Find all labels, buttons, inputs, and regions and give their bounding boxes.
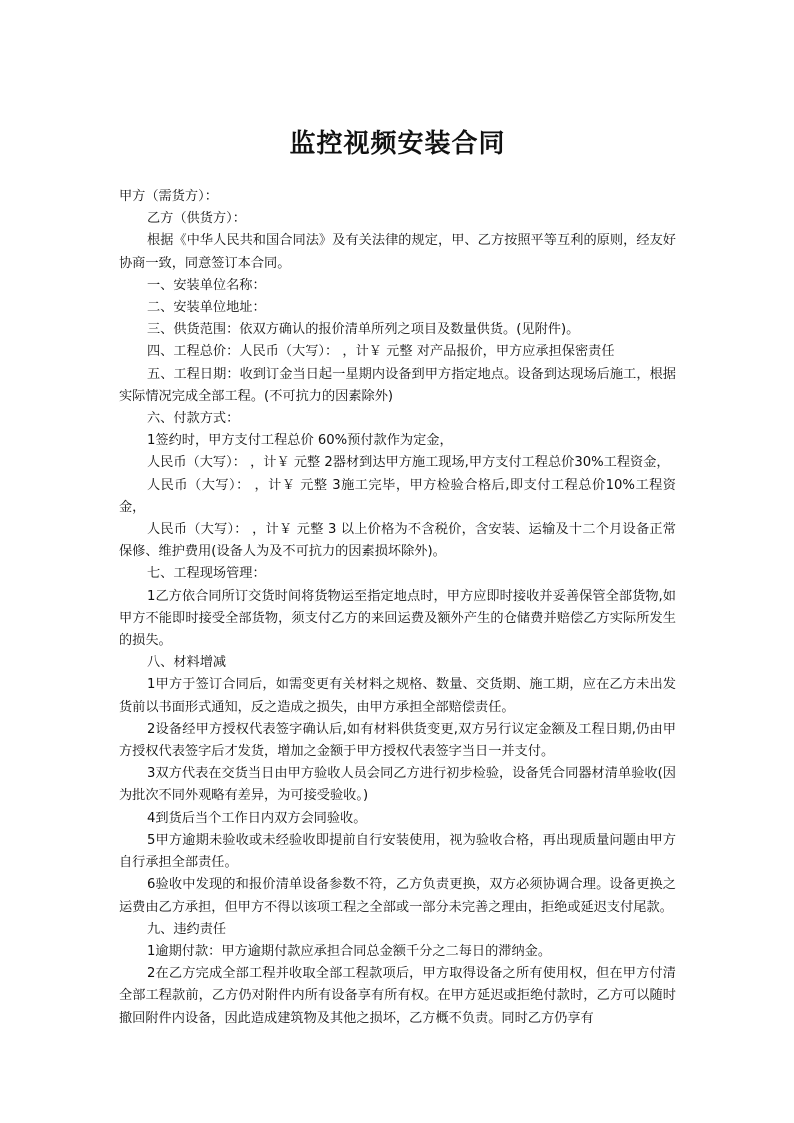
breach-item-2: 2在乙方完成全部工程并收取全部工程款项后，甲方取得设备之所有使用权，但在甲方付清全部工程款前，乙方仍对附件内所有设备享有所有权。在甲方延迟或拒绝付款时，乙方可以随时撤回附件内设备，因此造成建筑物及其他之损坏，乙方概不负责。同时乙方仍享有	[119, 966, 676, 1026]
clause-5-project-date: 五、工程日期：收到订金当日起一星期内设备到甲方指定地点。设备到达现场后施工，根据实际情况完成全部工程。(不可抗力的因素除外)	[119, 366, 676, 404]
payment-item-3: 人民币（大写）： ，计￥ 元整 3施工完毕，甲方检验合格后,即支付工程总价10%工程资金，	[119, 477, 676, 515]
clause-8-material-changes-heading: 八、材料增减	[147, 655, 227, 671]
material-item-2: 2设备经甲方授权代表签字确认后,如有材料供货变更,双方另行议定金额及工程日期,仍由甲方授权代表签字后才发货，增加之金额于甲方授权代表签字当日一并支付。	[119, 721, 676, 760]
clause-6-payment-heading: 六、付款方式：	[147, 411, 240, 427]
party-b-line: 乙方（供货方）：	[147, 211, 246, 227]
clause-2-install-unit-address: 二、安装单位地址：	[147, 300, 266, 316]
party-a-line: 甲方（需货方）：	[119, 189, 218, 204]
material-item-4: 4到货后当个工作日内双方会同验收。	[147, 810, 367, 826]
site-management-item-1: 1乙方依合同所订交货时间将货物运至指定地点时，甲方应即时接收并妥善保管全部货物,如甲方不能即时接受全部货物，须支付乙方的来回运费及额外产生的仓储费并赔偿乙方实际所发生的损失。	[119, 588, 676, 649]
preamble-paragraph: 根据《中华人民共和国合同法》及有关法律的规定，甲、乙方按照平等互利的原则，经友好协商一致，同意签订本合同。	[119, 233, 676, 271]
material-item-3: 3双方代表在交货当日由甲方验收人员会同乙方进行初步检验，设备凭合同器材清单验收(因为批次不同外观略有差异，为可接受验收。)	[119, 766, 676, 804]
payment-item-1: 1签约时，甲方支付工程总价 60%预付款作为定金，	[147, 433, 453, 449]
payment-item-2: 人民币（大写）： ，计￥ 元整 2器材到达甲方施工现场,甲方支付工程总价30%工程资金，	[147, 455, 670, 471]
document-title: 监控视频安装合同	[289, 129, 506, 159]
payment-item-4: 人民币（大写）： ，计￥ 元整 3 以上价格为不含税价，含安装、运输及十二个月设备正常保修、维护费用(设备人为及不可抗力的因素损坏除外)。	[119, 522, 676, 560]
breach-item-1: 1逾期付款：甲方逾期付款应承担合同总金额千分之二每日的滞纳金。	[147, 943, 552, 959]
contract-body	[119, 186, 676, 1030]
material-item-5: 5甲方逾期未验收或未经验收即提前自行安装使用，视为验收合格，再出现质量问题由甲方自行承担全部责任。	[119, 832, 676, 871]
clause-1-install-unit-name: 一、安装单位名称：	[147, 277, 266, 293]
clause-7-site-management-heading: 七、工程现场管理：	[147, 566, 266, 582]
material-item-1: 1甲方于签订合同后，如需变更有关材料之规格、数量、交货期、施工期，应在乙方未出发货前以书面形式通知，反之造成之损失，由甲方承担全部赔偿责任。	[119, 677, 676, 715]
clause-4-total-price: 四、工程总价：人民币（大写）： ，计￥ 元整 对产品报价，甲方应承担保密责任	[147, 344, 615, 360]
clause-3-supply-scope: 三、供货范围：依双方确认的报价清单所列之项目及数量供货。(见附件)。	[147, 322, 580, 338]
clause-9-breach-heading: 九、违约责任	[147, 921, 227, 937]
material-item-6: 6验收中发现的和报价清单设备参数不符，乙方负责更换，双方必须协调合理。设备更换之运费由乙方承担，但甲方不得以该项工程之全部或一部分未完善之理由，拒绝或延迟支付尾款。	[119, 877, 676, 915]
